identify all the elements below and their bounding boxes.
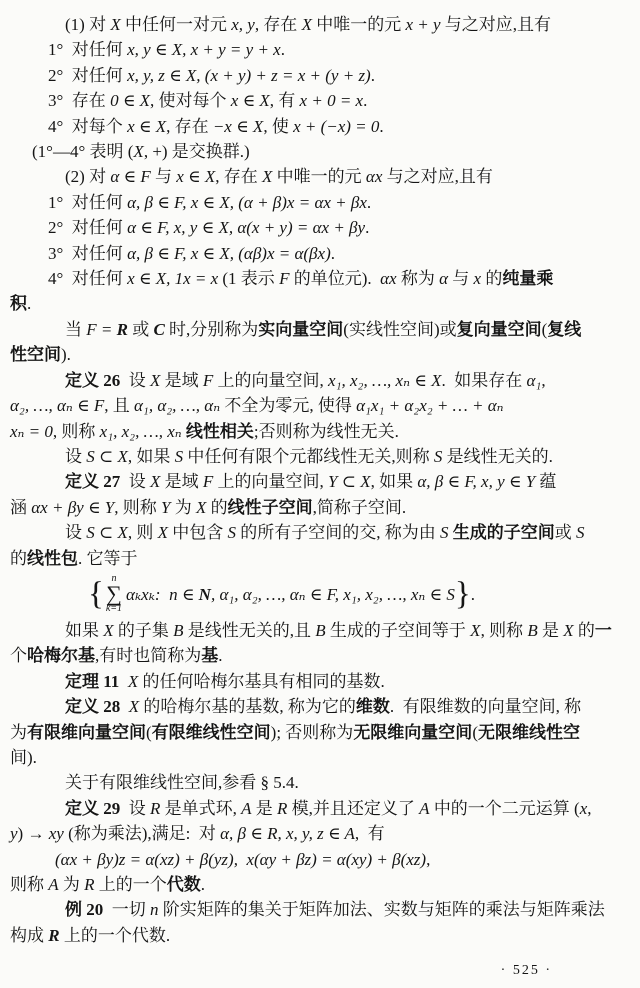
text-run: , [541, 370, 546, 390]
text-run: X [150, 472, 161, 492]
text-run: 的任何哈梅尔基具有相同的基数. [138, 671, 385, 691]
text-run: 上的向量空间, [213, 370, 329, 390]
text-run: α₁ [526, 370, 542, 390]
text-run: 3° 存在 [48, 91, 111, 111]
page-number: · 525 · [500, 963, 552, 979]
text-run: 2° 对任何 [48, 218, 128, 238]
text-run: X [133, 142, 144, 162]
text-line [10, 847, 630, 872]
text-line [10, 520, 630, 545]
text-run: 阶实矩阵的集关于矩阵加法、实数与矩阵的乘法与矩阵乘法 [158, 900, 605, 920]
text-run: X [103, 620, 114, 640]
text-run: xₙ = 0 [10, 421, 53, 441]
text-run: 一切 [103, 900, 150, 920]
text-run: X [157, 523, 169, 543]
text-run: S ⊂ X [86, 446, 128, 466]
text-run: ;否则称为线性无关. [253, 421, 399, 441]
text-run: A [419, 798, 430, 818]
text-run: ) → [17, 824, 49, 844]
text-run: α, β ∈ F, x, y ∈ Y [417, 472, 536, 492]
text-run: 是域 [160, 472, 203, 492]
text-run: 关于有限维线性空间,参看 § 5.4. [65, 773, 299, 793]
text-line [10, 897, 630, 922]
text-run: X [150, 370, 161, 390]
text-run: { [88, 575, 104, 612]
text-run: ,有时也简称为 [95, 646, 202, 666]
text-run: , 如果 [370, 472, 418, 492]
text-run: −x ∈ X [212, 116, 264, 136]
text-run: 生成的子空间等于 [325, 620, 471, 640]
text-run: . [379, 116, 384, 136]
text-run: S [227, 523, 237, 543]
text-run: 的所有子空间的交, 称为由 [236, 523, 441, 543]
text-run: . [218, 646, 223, 666]
text-run: 设 [120, 472, 150, 492]
text-run: R [116, 319, 128, 339]
text-run: (αx + βy)z = α(xz) + β(yz), x(αy + βz) = α(xy) + β(xz) [55, 849, 427, 869]
text-line [10, 821, 630, 846]
text-run: α ∈ F [110, 167, 151, 187]
text-line [10, 190, 630, 215]
text-run: 是线性无关的. [442, 446, 553, 466]
text-run: 涵 [10, 497, 32, 517]
text-line [10, 923, 630, 948]
text-run: B [315, 620, 326, 640]
text-run: αx [380, 269, 397, 289]
text-run: 哈梅尔基 [27, 646, 95, 666]
text-line [10, 571, 630, 618]
text-line [10, 444, 630, 469]
text-run: ,简称子空间. [312, 497, 407, 517]
text-run: 个 [10, 646, 27, 666]
text-run: , [426, 849, 431, 869]
text-run: 例 20 [65, 900, 104, 920]
text-run: , 使对每个 [150, 91, 231, 111]
summation-bot: k=1 [105, 602, 123, 614]
text-run: 0 ∈ X [110, 91, 151, 111]
text-run: 上的一个 [94, 875, 167, 894]
text-run: 线性包 [27, 548, 78, 568]
text-run: , +) 是交换群.) [143, 142, 250, 162]
text-run: ( [541, 319, 548, 339]
text-run: 中包含 [168, 523, 228, 543]
text-line [10, 419, 630, 444]
text-line [10, 393, 630, 418]
text-run: F [202, 472, 214, 492]
text-run: 是域 [160, 370, 203, 390]
text-run: 中唯一的元 [311, 15, 406, 34]
text-run: R [150, 798, 161, 818]
text-run: ). [61, 345, 71, 365]
text-run: (1°—4° 表明 ( [32, 142, 134, 162]
text-run: 无限维向量空间 [353, 722, 473, 742]
text-run: R [48, 925, 60, 945]
text-run: , 有 [354, 824, 385, 844]
text-run: . [365, 218, 370, 238]
text-run: x₁, x₂, …, xₙ ∈ X [328, 370, 442, 390]
text-run: 设 [120, 798, 150, 818]
text-run: 设 [120, 370, 150, 390]
summation-top: n [111, 573, 117, 585]
text-run: 生成的子空间 [452, 523, 555, 543]
text-run: (1 表示 [218, 269, 280, 289]
text-line [10, 720, 630, 745]
text-line [10, 12, 630, 37]
text-line [10, 266, 630, 291]
text-run: . [366, 192, 372, 212]
text-run: 与之对应,且有 [440, 15, 552, 34]
text-run: R [84, 875, 95, 894]
text-run: 为 [170, 497, 196, 517]
text-run: (1) 对 [65, 15, 111, 34]
text-run: 与之对应,且有 [382, 167, 493, 187]
text-run: 定义 28 [65, 697, 121, 717]
text-run: S ⊂ X [86, 523, 128, 543]
text-run: 设 [65, 446, 87, 466]
text-run: 1° 对任何 [48, 192, 128, 212]
text-run: 线性子空间 [227, 497, 313, 517]
text-run: 称为 [396, 269, 440, 289]
text-run: . [27, 294, 32, 314]
text-run: 的哈梅尔基的基数, 称为它的 [139, 697, 356, 717]
text-run: α₂, …, αₙ ∈ F [10, 396, 105, 416]
text-run: , 则称 [52, 421, 100, 441]
text-run: 4° 对每个 [48, 116, 128, 136]
text-run: x ∈ X, 1x = x [127, 269, 219, 289]
text-run: α₁x₁ + α₂x₂ + … + αₙ [356, 396, 504, 416]
text-run: 基 [201, 646, 219, 666]
text-run: x, y [231, 15, 255, 34]
text-run: 中唯一的元 [272, 167, 366, 187]
text-run: x ∈ X [127, 116, 167, 136]
text-run: 复线 [547, 319, 582, 339]
document-text [10, 12, 630, 948]
text-run: α [439, 269, 449, 289]
text-run: , 则 [127, 523, 158, 543]
text-run: 构成 [10, 925, 49, 945]
text-run: 有限维线性空间 [151, 722, 271, 742]
summation-mid: ∑ [106, 581, 122, 607]
text-run: , 使 [263, 116, 294, 136]
text-run: X [563, 620, 574, 640]
text-run: ); 否则称为 [270, 722, 354, 742]
text-run: , 则称 [480, 620, 528, 640]
text-run: ( [146, 722, 152, 742]
text-line [10, 342, 630, 367]
text-run: α, β ∈ F, x ∈ X, (α + β)x = αx + βx [127, 192, 367, 212]
text-run: X [110, 15, 121, 34]
text-run: , 如果 [127, 446, 175, 466]
text-run: x, y, z ∈ X, (x + y) + z = x + (y + z) [127, 65, 371, 85]
text-run: x [473, 269, 482, 289]
text-run [119, 672, 128, 691]
text-run: 的 [10, 548, 27, 568]
text-run: . 如果存在 [441, 370, 527, 390]
text-run: . [200, 875, 206, 894]
text-run: X [128, 697, 140, 717]
text-run: 的 [206, 497, 228, 517]
text-run: x₁, x₂, …, xₙ [99, 421, 182, 441]
text-run: , [587, 798, 592, 818]
text-line [10, 215, 630, 240]
text-line [10, 694, 630, 719]
text-run: X [195, 497, 207, 517]
text-run: 是单式环, [160, 798, 242, 818]
text-run: 1° 对任何 [48, 40, 128, 60]
text-run: 有限维向量空间 [27, 722, 146, 742]
text-run: 线性相关 [185, 421, 254, 441]
text-run: 3° 对任何 [48, 243, 128, 263]
text-line [10, 495, 630, 520]
text-line [10, 88, 630, 113]
text-run: xy [48, 824, 64, 844]
text-line [10, 37, 630, 62]
text-run: 与 [150, 167, 177, 187]
text-line [10, 291, 630, 316]
text-run: 积 [10, 294, 27, 314]
text-line [10, 643, 630, 668]
text-run: , 存在 [215, 167, 262, 187]
text-line [10, 317, 630, 342]
text-run: α ∈ F, x, y ∈ X, α(x + y) = αx + βy [127, 218, 366, 238]
text-run: 复向量空间 [456, 319, 542, 339]
text-run: 无限维线性空 [477, 722, 580, 742]
text-run: . [280, 40, 285, 60]
text-run: , 存在 [254, 15, 302, 34]
text-run: 是 [251, 798, 278, 818]
text-run: 的单位元). [289, 269, 381, 289]
text-run: X [127, 671, 139, 691]
text-run: 性空间 [10, 345, 61, 365]
text-run: x, y ∈ X, x + y = y + x [127, 40, 281, 60]
text-run: B [527, 620, 538, 640]
text-run: . [470, 584, 475, 604]
text-run: 是 [537, 620, 564, 640]
text-run: 中任何一对元 [120, 15, 232, 34]
text-run: 代数 [166, 875, 201, 894]
text-run: (称为乘法),满足: 对 [63, 824, 221, 844]
text-run: . 它等于 [78, 548, 138, 568]
text-line [10, 241, 630, 266]
text-run: X [301, 15, 312, 34]
text-run: C [153, 319, 165, 339]
text-run: F [279, 269, 290, 289]
text-run: , α₁, α₂, …, αₙ ∈ F, x₁, x₂, …, xₙ ∈ S [210, 584, 455, 604]
text-run: . [330, 243, 335, 263]
text-run: 定义 26 [65, 370, 121, 390]
text-run [120, 697, 129, 716]
text-run: 不全为零元, 使得 [220, 396, 357, 416]
text-run: 设 [65, 523, 87, 543]
text-run: S [576, 523, 585, 543]
text-run: y [10, 824, 18, 844]
text-run: 一 [594, 620, 612, 640]
text-run: R [277, 798, 288, 818]
text-run: 蕴 [535, 472, 557, 492]
text-run: 则称 [10, 875, 49, 894]
text-run: , 有 [269, 91, 300, 111]
text-run: 间). [10, 747, 37, 767]
text-run: x + 0 = x [299, 91, 364, 111]
text-line [10, 618, 630, 643]
text-run: 是线性无关的,且 [183, 620, 316, 640]
text-line [10, 164, 630, 189]
text-run: 4° 对任何 [48, 269, 128, 289]
text-line [10, 872, 630, 897]
text-run: (实线性空间)或 [343, 319, 457, 339]
text-run: 实向量空间 [258, 319, 344, 339]
text-run: x ∈ X [176, 167, 216, 187]
text-run: 2° 对任何 [48, 65, 128, 85]
text-run: x ∈ X [230, 91, 270, 111]
text-run: 纯量乘 [502, 269, 554, 289]
text-run: 或 [127, 319, 154, 339]
text-run: x + y [405, 15, 441, 34]
text-run: S [174, 446, 184, 466]
text-run: α₁, α₂, …, αₙ [133, 396, 221, 416]
text-run: A [48, 875, 59, 894]
text-run: , 则称 [114, 497, 161, 517]
text-run: , 且 [104, 396, 134, 416]
text-run: 定理 11 [65, 671, 120, 691]
text-run: 的 [481, 269, 503, 289]
text-run: 为 [10, 722, 27, 742]
text-run: 的子集 [113, 620, 174, 640]
text-line [10, 139, 630, 164]
text-run: 中的一个二元运算 ( [429, 798, 580, 818]
text-line [10, 770, 630, 795]
text-line [10, 669, 630, 694]
text-run: N [198, 584, 211, 604]
text-run: 定义 29 [65, 798, 121, 818]
text-run: 为 [58, 875, 85, 894]
text-run: Y ⊂ X [328, 472, 371, 492]
text-run: 时,分别称为 [164, 319, 259, 339]
text-run: 中任何有限个元都线性无关,则称 [183, 446, 434, 466]
text-run: A [241, 798, 252, 818]
text-run: 模,并且还定义了 [287, 798, 420, 818]
text-run: S [433, 446, 443, 466]
text-line [10, 469, 630, 494]
text-run: B [173, 620, 184, 640]
text-run: , 存在 [166, 116, 213, 136]
text-run: 与 [448, 269, 474, 289]
text-run: 或 [554, 523, 577, 543]
text-run: 上的向量空间, [213, 472, 329, 492]
text-run: . [363, 91, 368, 111]
text-line [10, 114, 630, 139]
text-run: (2) 对 [65, 167, 111, 187]
text-run: 上的一个代数. [59, 925, 171, 945]
summation-symbol [106, 574, 122, 614]
text-line [10, 546, 630, 571]
text-run: αx [365, 167, 383, 187]
text-run: x + (−x) = 0 [293, 116, 380, 136]
text-run: α, β ∈ F, x ∈ X, (αβ)x = α(βx) [127, 243, 331, 263]
text-line [10, 745, 630, 770]
text-run: 的 [573, 620, 595, 640]
text-run: 维数 [355, 697, 390, 717]
text-run: αₖxₖ: n ∈ [126, 584, 199, 604]
text-run: 如果 [65, 620, 104, 640]
text-run: Y [161, 497, 171, 517]
text-run: X [470, 620, 481, 640]
text-run: αx + βy ∈ Y [31, 497, 115, 517]
text-run: } [454, 575, 471, 612]
text-run: X [262, 167, 273, 187]
text-run: x [579, 798, 588, 818]
text-line [10, 368, 630, 393]
text-run: 定义 27 [65, 472, 121, 492]
text-run: n [150, 900, 159, 920]
text-run: 当 [65, 319, 87, 339]
text-run: S [440, 523, 449, 543]
text-line [10, 63, 630, 88]
text-run: . 有限维数的向量空间, 称 [389, 697, 582, 717]
text-line [10, 796, 630, 821]
text-run: ( [472, 722, 478, 742]
text-run: . [370, 65, 375, 85]
text-run: α, β ∈ R, x, y, z ∈ A [220, 824, 355, 844]
text-run: F [202, 370, 214, 390]
text-run: F = [86, 319, 117, 339]
